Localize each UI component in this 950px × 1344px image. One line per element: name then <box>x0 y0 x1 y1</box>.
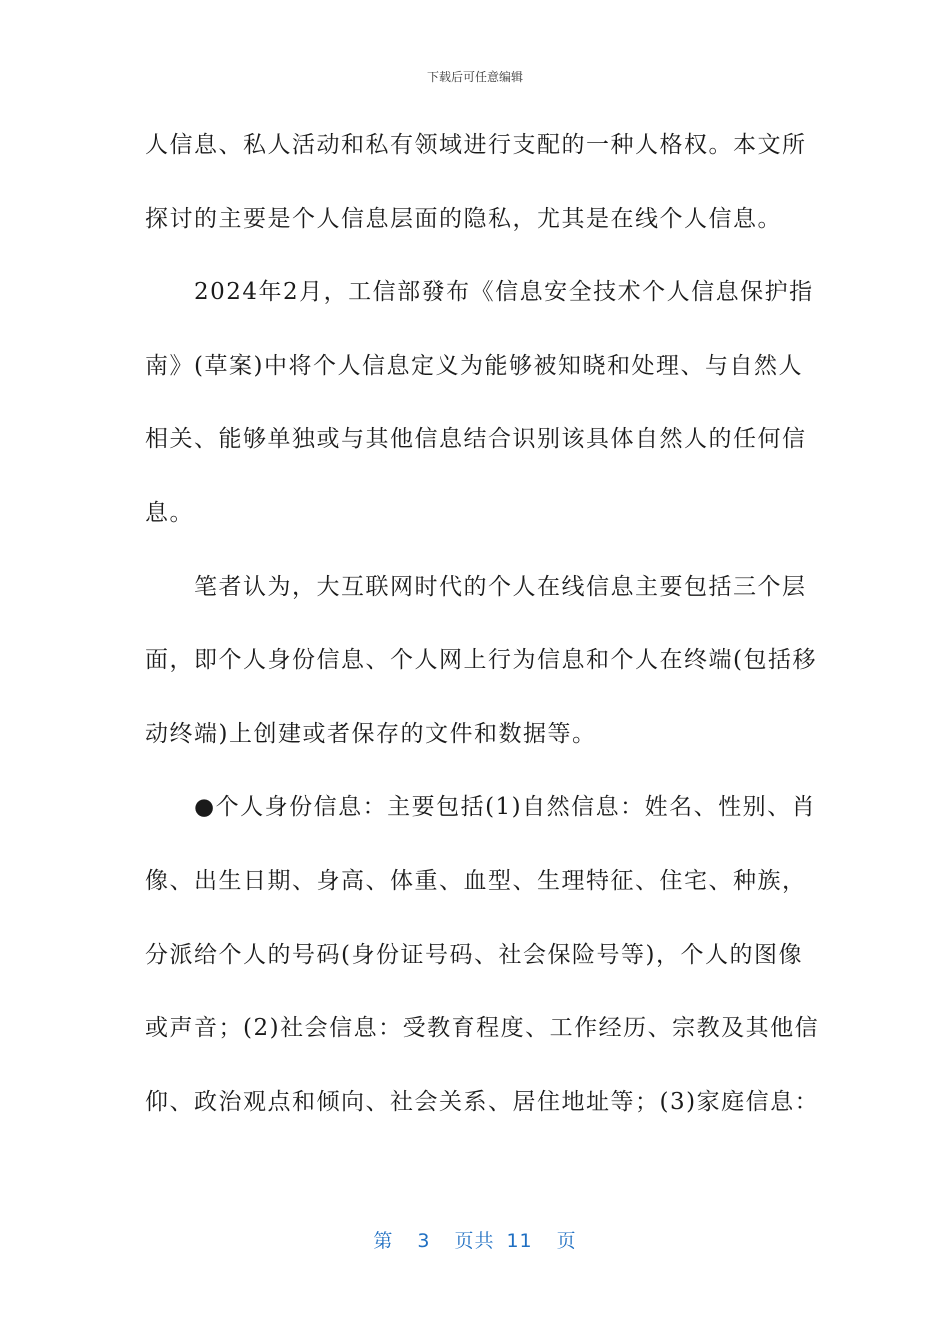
body-text <box>145 122 820 1152</box>
footer-prefix: 第 <box>373 1230 394 1252</box>
text-line: 相关、能够单独或与其他信息结合识别该具体自然人的任何信 <box>145 426 807 453</box>
page-footer <box>0 1226 950 1253</box>
text-line: ●个人身份信息：主要包括(1)自然信息：姓名、性别、肖 <box>145 794 817 821</box>
page-header: 下载后可任意编辑 <box>426 70 523 84</box>
text-line: 息。 <box>145 499 194 526</box>
total-pages-number: 11 <box>506 1230 533 1252</box>
text-line: 南》(草案)中将个人信息定义为能够被知晓和处理、与自然人 <box>145 352 803 379</box>
text-line: 或声音；(2)社会信息：受教育程度、工作经历、宗教及其他信 <box>145 1015 820 1042</box>
text-line: 面，即个人身份信息、个人网上行为信息和个人在终端(包括移 <box>145 647 817 674</box>
text-line: 人信息、私人活动和私有领域进行支配的一种人格权。本文所 <box>145 132 807 158</box>
text-line: 仰、政治观点和倾向、社会关系、居住地址等；(3)家庭信息： <box>145 1088 820 1115</box>
current-page-number: 3 <box>417 1230 431 1252</box>
footer-middle: 页共 <box>454 1230 495 1252</box>
text-line: 探讨的主要是个人信息层面的隐私，尤其是在线个人信息。 <box>145 205 782 232</box>
text-line: 像、出生日期、身高、体重、血型、生理特征、住宅、种族， <box>145 867 807 894</box>
footer-suffix: 页 <box>556 1230 577 1252</box>
text-line: 分派给个人的号码(身份证号码、社会保险号等)，个人的图像 <box>145 941 803 968</box>
text-line: 动终端)上创建或者保存的文件和数据等。 <box>145 720 597 747</box>
text-line: 2024年2月，工信部發布《信息安全技术个人信息保护指 <box>145 279 814 306</box>
text-line: 笔者认为，大互联网时代的个人在线信息主要包括三个层 <box>145 573 807 600</box>
